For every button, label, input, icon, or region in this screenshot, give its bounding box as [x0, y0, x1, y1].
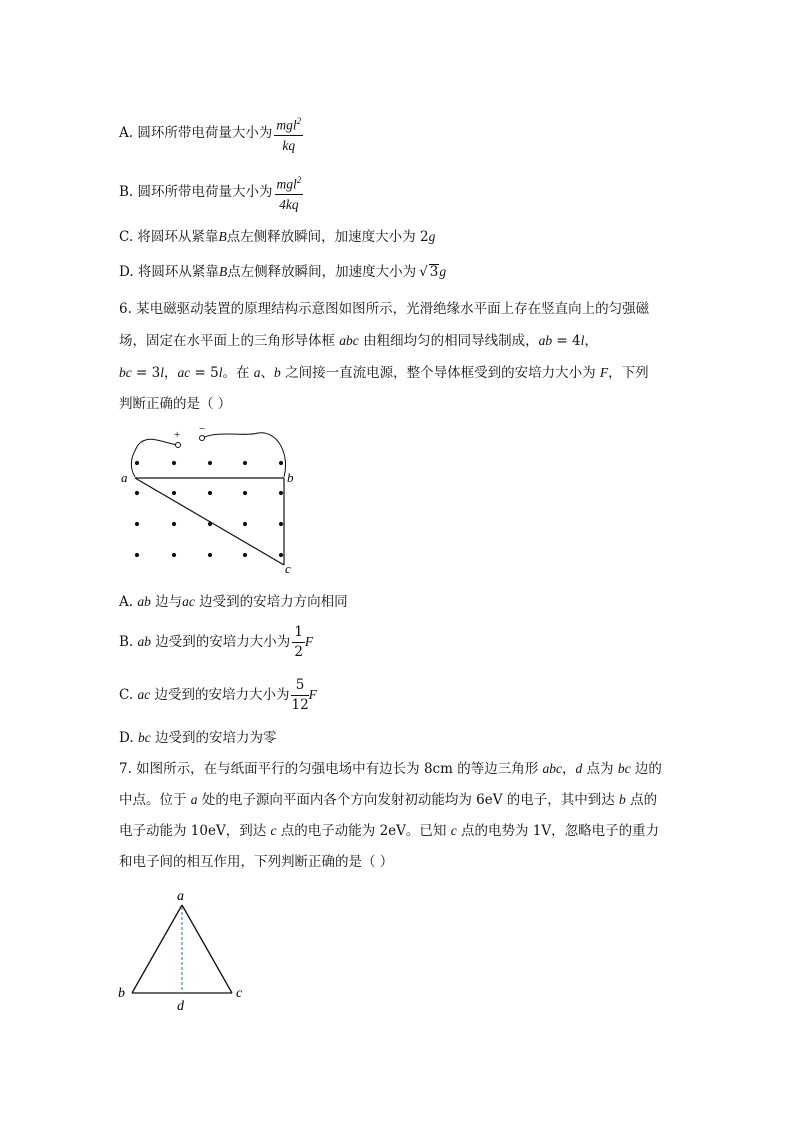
field-dot	[279, 491, 283, 495]
q5-b-exp: 2	[296, 175, 302, 185]
q6-stem-line3	[119, 364, 649, 382]
q6-negative-wire	[202, 433, 286, 477]
q7-line1-c: 点为	[582, 761, 618, 777]
q6-b-p2: 边受到的安培力大小为	[151, 634, 291, 650]
q6-line3-b: b	[274, 365, 281, 380]
q7-stem-line2	[119, 791, 657, 809]
field-dot	[208, 553, 212, 557]
q7-line1-b: ，	[562, 761, 576, 777]
q7-label-a: a	[177, 889, 184, 904]
q6-line3-sep: ，	[164, 365, 178, 381]
q5-c-text2: 点左侧释放瞬间，加速度大小为 2	[226, 229, 429, 245]
q5-option-a	[119, 113, 303, 154]
q6-d-p1: D.	[119, 730, 138, 746]
q6-b-p1: B.	[119, 634, 138, 650]
q6-option-b	[119, 624, 313, 661]
q7-line2-a: 中点。位于	[119, 792, 191, 808]
q7-line3-b: 点的电子动能为 2eV。已知	[276, 823, 451, 839]
q6-line3-rest2: 、	[260, 365, 275, 381]
q5-b-den: 4kq	[279, 196, 299, 212]
field-dot	[243, 461, 247, 465]
q6-option-b-fraction	[292, 624, 305, 661]
q6-c-F: F	[308, 687, 317, 702]
q5-d-g: g	[439, 264, 447, 279]
q6-d-v1: bc	[137, 730, 151, 745]
q7-line1-bc: bc	[617, 761, 631, 776]
q5-a-num: mgl	[276, 117, 297, 133]
q6-line3-bc-val: = 3	[131, 365, 161, 381]
field-dot	[279, 553, 283, 557]
q7-line1-end: 边的	[630, 761, 662, 777]
q6-negative-terminal	[200, 436, 205, 441]
q6-b-den: 2	[294, 644, 303, 660]
field-dot	[172, 553, 176, 557]
q6-c-den: 12	[291, 697, 309, 713]
q7-edge-ac	[182, 905, 232, 993]
q6-line2-ab: ab	[538, 333, 553, 348]
q5-c-g: g	[428, 229, 436, 244]
q6-d-p2: 边受到的安培力为零	[150, 730, 277, 746]
q7-label-b: b	[118, 986, 125, 1001]
q7-line1-abc: abc	[542, 761, 562, 776]
q7-line2-b: 处的电子源向平面内各个方向发射初动能均为 6eV 的电子，其中到达	[197, 792, 620, 808]
q7-label-d: d	[177, 999, 184, 1014]
q6-line3-rest4: ，下列	[608, 365, 649, 381]
q6-line3-rest1: 。在	[222, 365, 254, 381]
q5-option-b-text: B. 圆环所带电荷量大小为	[119, 183, 273, 200]
q7-line1-d: d	[575, 761, 583, 776]
q6-a-v2: ac	[182, 594, 195, 609]
q6-c-p2: 边受到的安培力大小为	[150, 687, 290, 703]
q7-line1-a: 7. 如图所示，在与纸面平行的匀强电场中有边长为 8cm 的等边三角形	[119, 761, 543, 777]
q5-d-sqrt: 3	[429, 264, 439, 280]
q7-line3-a: 电子动能为 10eV，到达	[119, 823, 271, 839]
q5-a-exp: 2	[296, 116, 302, 126]
q5-a-den: kq	[282, 137, 296, 153]
q5-option-a-text: A. 圆环所带电荷量大小为	[119, 124, 273, 141]
field-dot	[279, 461, 283, 465]
q6-minus-sign: −	[199, 423, 206, 435]
q6-line3-ac: ac	[177, 365, 191, 380]
q6-positive-wire	[131, 439, 178, 477]
field-dot	[135, 461, 139, 465]
q6-line3-F: F	[599, 365, 609, 380]
field-dot	[279, 522, 283, 526]
field-dot	[135, 553, 139, 557]
q6-a-p2: 边与	[150, 594, 183, 610]
q5-option-b-fraction	[275, 172, 304, 213]
q6-line2-ab-val: = 4	[552, 333, 581, 349]
field-dot	[208, 522, 212, 526]
q5-d-text1: D. 将圆环从紧靠	[119, 264, 219, 280]
q6-line3-l1: l	[160, 365, 164, 380]
q6-figure	[118, 425, 308, 577]
q6-label-b: b	[287, 470, 294, 485]
q5-c-text1: C. 将圆环从紧靠	[119, 229, 219, 245]
q6-line3-ac-val: = 5	[190, 365, 219, 381]
q6-field-dots	[135, 461, 283, 557]
q6-option-c-fraction	[291, 677, 308, 714]
q5-option-c	[119, 228, 435, 246]
q6-line2-abc: abc	[339, 333, 359, 348]
q5-d-text2: 点左侧释放瞬间，加速度大小为	[227, 264, 417, 280]
q5-option-a-fraction	[274, 113, 303, 154]
q6-a-v1: ab	[137, 594, 151, 609]
q6-line2-text-a: 场，固定在水平面上的三角形导体框	[119, 333, 340, 349]
q7-line3-var-c: c	[270, 823, 277, 838]
q6-positive-terminal	[176, 443, 181, 448]
q6-plus-sign: +	[174, 429, 181, 441]
q6-line4-text: 判断正确的是（ ）	[119, 396, 232, 412]
q6-line3-a: a	[253, 365, 261, 380]
field-dot	[135, 522, 139, 526]
q5-b-num: mgl	[276, 176, 297, 192]
field-dot	[172, 491, 176, 495]
q5-option-d: D. 将圆环从紧靠B点左侧释放瞬间，加速度大小为 √ 3g	[119, 264, 447, 280]
q6-c-v1: ac	[137, 687, 151, 702]
q7-line4-text: 和电子间的相互作用，下列判断正确的是（ ）	[119, 854, 394, 870]
field-dot	[208, 461, 212, 465]
field-dot	[243, 553, 247, 557]
q7-edge-ab	[132, 905, 182, 993]
q7-line3-c: 点的电势为 1V，忽略电子的重力	[456, 823, 660, 839]
q5-option-b	[119, 172, 303, 213]
q6-stem-line1	[119, 300, 649, 318]
q6-line2-l: l	[580, 333, 585, 348]
q6-stem-line2	[119, 332, 598, 350]
q7-line2-var-b: b	[619, 792, 626, 807]
q6-line1-text: 6. 某电磁驱动装置的原理结构示意图如图所示，光滑绝缘水平面上存在竖直向上的匀强磁	[119, 301, 650, 317]
q6-label-a: a	[121, 470, 128, 485]
q6-a-p1: A.	[119, 594, 138, 610]
q7-label-c: c	[236, 986, 243, 1001]
field-dot	[208, 491, 212, 495]
q6-option-a	[119, 593, 348, 611]
q7-stem-line4	[119, 853, 393, 871]
q6-line3-bc: bc	[119, 365, 132, 380]
q6-b-v1: ab	[137, 634, 152, 649]
q6-option-c	[119, 677, 317, 714]
q6-line2-text-b: 由粗细均匀的相同导线制成，	[358, 333, 539, 349]
q6-a-p3: 边受到的安培力方向相同	[194, 594, 348, 610]
q5-d-var: B	[218, 264, 228, 279]
q6-b-num: 1	[292, 624, 305, 643]
q6-line3-rest3: 之间接一直流电源，整个导体框受到的安培力大小为	[280, 365, 600, 381]
q7-line2-c: 点的	[625, 792, 658, 808]
q6-c-num: 5	[291, 677, 308, 696]
q6-c-p1: C.	[119, 687, 138, 703]
q6-option-d	[119, 729, 276, 747]
q7-stem-line1	[119, 760, 662, 778]
field-dot	[135, 491, 139, 495]
q7-figure	[115, 885, 255, 1015]
q7-line2-var-a: a	[190, 792, 198, 807]
field-dot	[243, 491, 247, 495]
q6-line3-l2: l	[218, 365, 223, 380]
field-dot	[172, 522, 176, 526]
field-dot	[243, 522, 247, 526]
q7-stem-line3	[119, 822, 659, 840]
q5-c-var: B	[218, 229, 227, 244]
q6-line2-end: ，	[584, 333, 598, 349]
q6-b-F: F	[304, 634, 314, 649]
q6-label-c: c	[285, 561, 291, 576]
q7-line3-var-c2: c	[450, 823, 457, 838]
field-dot	[172, 461, 176, 465]
q6-stem-line4	[119, 395, 231, 413]
